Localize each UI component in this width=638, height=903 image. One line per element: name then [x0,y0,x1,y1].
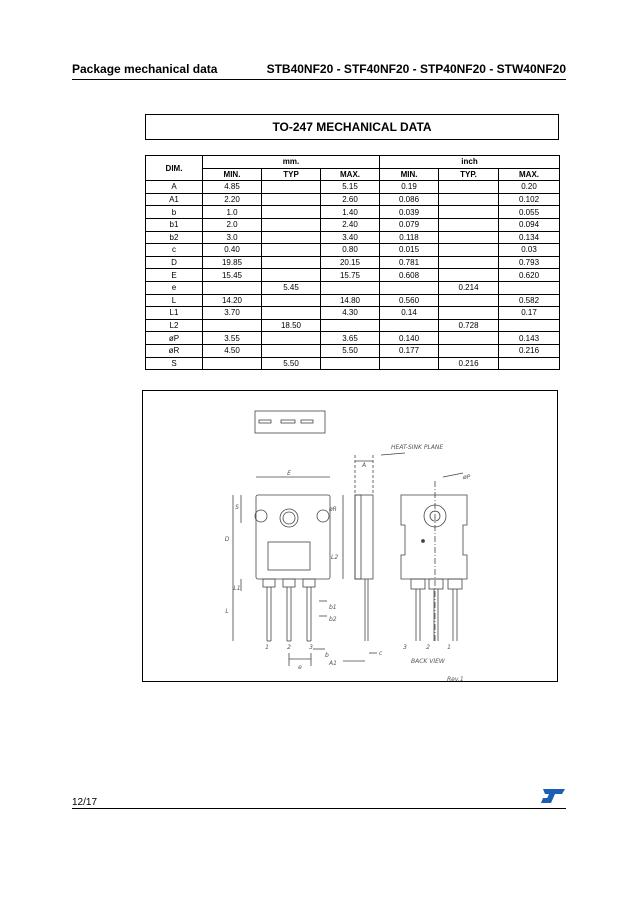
dim-name-cell: L2 [146,319,203,332]
value-cell: 4.30 [321,307,380,320]
value-cell: 18.50 [262,319,321,332]
value-cell [262,307,321,320]
dim-label-r: øR [329,506,337,513]
table-row [146,357,560,370]
value-cell [262,193,321,206]
value-cell [380,357,439,370]
dim-name-cell: E [146,269,203,282]
col-header: MAX. [321,168,380,181]
dim-name-cell: A1 [146,193,203,206]
value-cell [439,294,499,307]
value-cell [439,256,499,269]
front-view [233,477,343,666]
revision-label: Rev.1 [447,676,464,681]
value-cell [380,319,439,332]
table-subheader-row [146,168,560,181]
table-row [146,193,560,206]
dim-label-d: D [224,536,230,543]
heat-sink-label: HEAT-SINK PLANE [391,444,444,451]
dim-label-l1: L1 [233,585,241,592]
dim-name-cell: c [146,244,203,257]
dim-label-s: S [235,504,239,511]
header-divider [72,79,566,80]
value-cell: 3.0 [203,231,262,244]
col-header: MIN. [380,168,439,181]
value-cell: 0.094 [499,218,560,231]
value-cell: 0.015 [380,244,439,257]
dim-name-cell: L [146,294,203,307]
value-cell: 0.055 [499,206,560,219]
part-numbers: STB40NF20 - STF40NF20 - STP40NF20 - STW40NF20 [266,62,566,76]
value-cell [380,281,439,294]
dim-label-b1: b1 [329,604,337,611]
value-cell: 0.728 [439,319,499,332]
value-cell [321,357,380,370]
value-cell: 0.17 [499,307,560,320]
value-cell [439,344,499,357]
value-cell [262,244,321,257]
value-cell: 0.086 [380,193,439,206]
table-row [146,294,560,307]
value-cell [439,231,499,244]
table-row [146,269,560,282]
value-cell: 1.40 [321,206,380,219]
package-drawing [142,390,558,682]
value-cell: 5.15 [321,181,380,194]
dim-name-cell: øR [146,344,203,357]
value-cell: 0.560 [380,294,439,307]
dim-label-a: A [361,462,367,469]
value-cell: 2.20 [203,193,262,206]
page-number: 12/17 [72,797,98,808]
value-cell: 0.582 [499,294,560,307]
table-row [146,231,560,244]
pin-label: 1 [447,644,451,651]
value-cell: 0.177 [380,344,439,357]
dim-name-cell: b2 [146,231,203,244]
table-row [146,218,560,231]
pin-label: 3 [403,644,407,651]
value-cell [439,206,499,219]
value-cell: 20.15 [321,256,380,269]
col-header: TYP. [439,168,499,181]
value-cell [262,181,321,194]
col-header: TYP [262,168,321,181]
value-cell [439,244,499,257]
value-cell: 3.40 [321,231,380,244]
value-cell: 0.143 [499,332,560,345]
value-cell: 5.50 [321,344,380,357]
value-cell [262,256,321,269]
table-row [146,281,560,294]
value-cell [262,344,321,357]
dim-label-e-upper: E [287,470,291,477]
dim-label-l: L [225,608,229,615]
value-cell [439,307,499,320]
value-cell: 2.40 [321,218,380,231]
back-view [381,453,467,641]
value-cell: 14.80 [321,294,380,307]
value-cell [262,231,321,244]
dim-name-cell: L1 [146,307,203,320]
value-cell [262,269,321,282]
dim-name-cell: b1 [146,218,203,231]
pin-label: 3 [309,644,313,651]
dim-label-a1: A1 [329,660,337,667]
value-cell [321,281,380,294]
value-cell [439,332,499,345]
value-cell [262,294,321,307]
value-cell [499,357,560,370]
value-cell: 1.0 [203,206,262,219]
value-cell: 0.118 [380,231,439,244]
value-cell [203,357,262,370]
dim-name-cell: A [146,181,203,194]
value-cell: 4.50 [203,344,262,357]
table-title: TO-247 MECHANICAL DATA [145,114,559,140]
mm-header: mm. [203,156,380,169]
dim-label-e-lower: e [298,664,302,671]
value-cell: 0.793 [499,256,560,269]
dim-header: DIM. [146,156,203,181]
pin-label: 2 [287,644,291,651]
back-view-label: BACK VIEW [411,658,445,665]
value-cell [439,218,499,231]
top-view [255,411,325,433]
value-cell: 15.75 [321,269,380,282]
st-logo-icon [540,788,566,804]
value-cell: 14.20 [203,294,262,307]
table-row [146,244,560,257]
value-cell: 3.65 [321,332,380,345]
dim-name-cell: øP [146,332,203,345]
value-cell: 0.134 [499,231,560,244]
value-cell: 0.039 [380,206,439,219]
side-view [343,455,377,661]
value-cell: 0.14 [380,307,439,320]
dim-name-cell: S [146,357,203,370]
pin-label: 1 [265,644,269,651]
value-cell [499,281,560,294]
value-cell: 3.70 [203,307,262,320]
value-cell: 0.40 [203,244,262,257]
value-cell [262,218,321,231]
value-cell [203,319,262,332]
value-cell: 19.85 [203,256,262,269]
dim-label-l2: L2 [331,554,339,561]
value-cell [262,332,321,345]
value-cell: 0.102 [499,193,560,206]
value-cell: 0.608 [380,269,439,282]
value-cell: 3.55 [203,332,262,345]
table-row [146,319,560,332]
table-row [146,307,560,320]
value-cell: 0.140 [380,332,439,345]
mechanical-data-table [145,155,560,370]
pin-label: 2 [426,644,430,651]
value-cell: 5.50 [262,357,321,370]
value-cell [499,319,560,332]
col-header: MAX. [499,168,560,181]
value-cell: 5.45 [262,281,321,294]
value-cell: 0.19 [380,181,439,194]
value-cell: 2.0 [203,218,262,231]
footer-divider [72,808,566,809]
dim-name-cell: e [146,281,203,294]
value-cell: 0.216 [439,357,499,370]
value-cell: 2.60 [321,193,380,206]
to247-outline-drawing [143,391,557,681]
table-row [146,332,560,345]
value-cell [439,193,499,206]
inch-header: inch [380,156,560,169]
value-cell: 0.620 [499,269,560,282]
dim-label-p: øP [463,474,471,481]
value-cell: 0.079 [380,218,439,231]
dim-name-cell: D [146,256,203,269]
dim-label-c: c [379,650,383,657]
value-cell [262,206,321,219]
section-title: Package mechanical data [72,62,218,76]
table-row [146,344,560,357]
table-row [146,256,560,269]
value-cell [439,181,499,194]
table-body [146,181,560,370]
value-cell [439,269,499,282]
value-cell: 15.45 [203,269,262,282]
value-cell: 0.216 [499,344,560,357]
dim-label-b2: b2 [329,616,337,623]
col-header: MIN. [203,168,262,181]
value-cell: 0.781 [380,256,439,269]
value-cell: 0.20 [499,181,560,194]
value-cell: 0.214 [439,281,499,294]
table-row [146,206,560,219]
value-cell: 0.03 [499,244,560,257]
dim-name-cell: b [146,206,203,219]
table-header-row [146,156,560,169]
value-cell [321,319,380,332]
value-cell [203,281,262,294]
table-row [146,181,560,194]
dim-label-b: b [325,652,329,659]
value-cell: 4.85 [203,181,262,194]
value-cell: 0.80 [321,244,380,257]
